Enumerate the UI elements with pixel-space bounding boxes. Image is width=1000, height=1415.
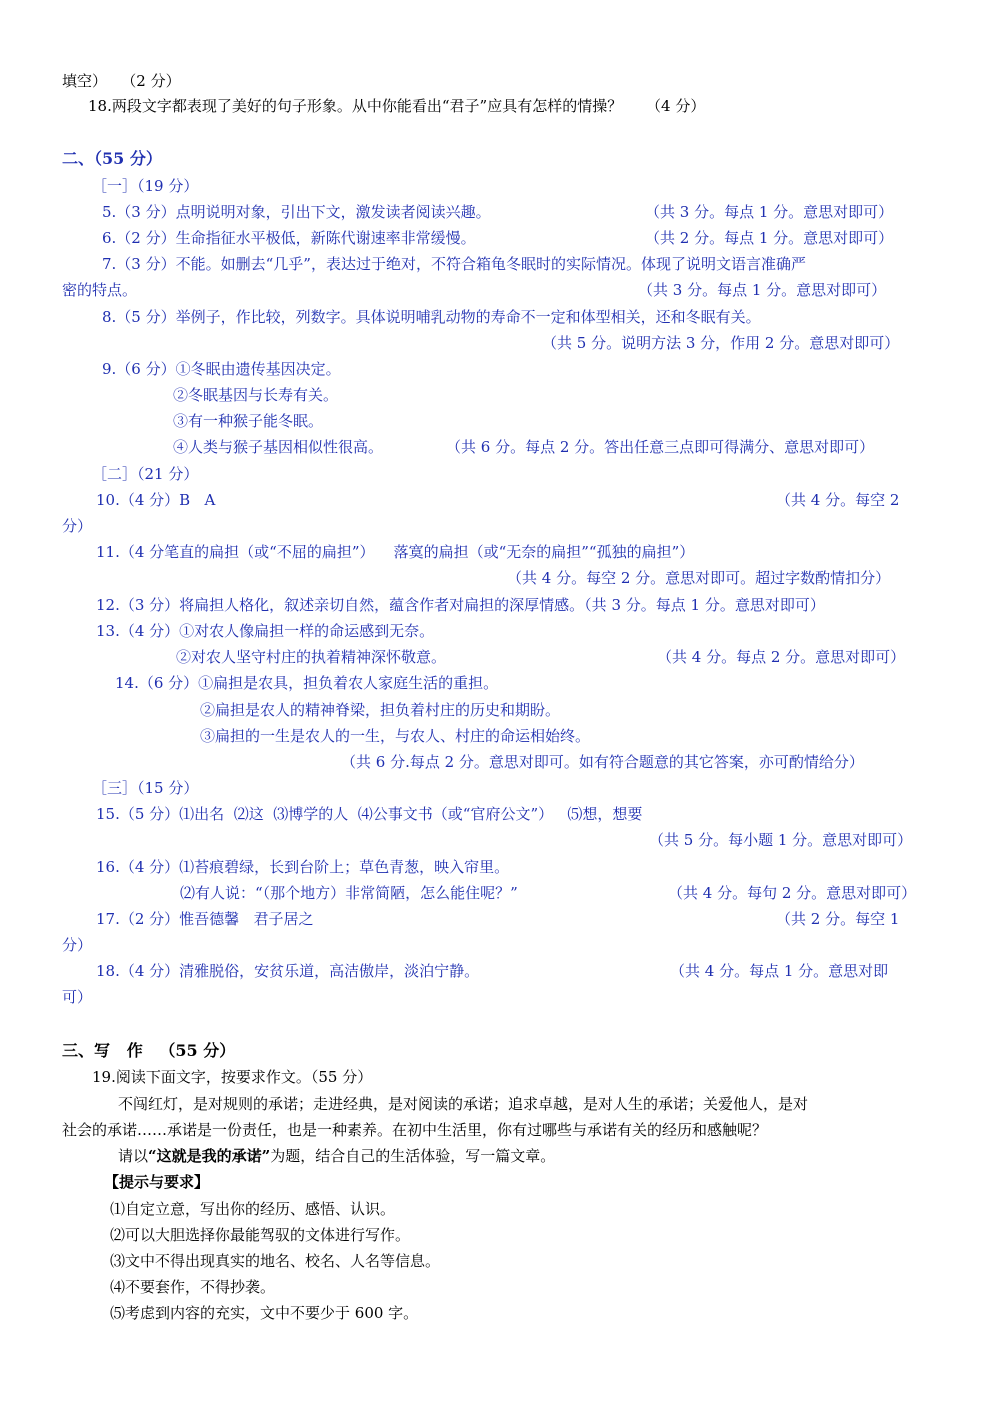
material-paragraph-cont: 社会的承诺……承诺是一份责任，也是一种素养。在初中生活里，你有过哪些与承诺有关的经历和感触呢？ (62, 1121, 768, 1139)
answer-13-note: （共 4 分。每点 2 分。意思对即可） (657, 648, 906, 666)
answer-11-note: （共 4 分。每空 2 分。意思对即可。超过字数酌情扣分） (507, 569, 891, 587)
answer-9-point-4: ④人类与猴子基因相似性很高。 (173, 438, 384, 456)
answer-14-point-3: ③扁担的一生是农人的一生，与农人、村庄的命运相始终。 (200, 727, 591, 745)
answer-7-cont: 密的特点。 (62, 281, 138, 299)
instruction-suffix: 为题，结合自己的生活体验，写一篇文章。 (270, 1147, 556, 1165)
answer-17-note: （共 2 分。每空 1 (776, 910, 900, 928)
answer-9-point-3: ③有一种猴子能冬眠。 (173, 412, 324, 430)
answer-13: 13.（4 分）①对农人像扁担一样的命运感到无奈。 (96, 622, 435, 640)
answer-15-note: （共 5 分。每小题 1 分。意思对即可） (649, 831, 913, 849)
question-19-prompt: 19.阅读下面文字，按要求作文。（55 分） (92, 1068, 373, 1086)
question-18-prompt: 18.两段文字都表现了美好的句子形象。从中你能看出“君子”应具有怎样的情操？ （4 分） (88, 97, 706, 115)
answer-18-note: （共 4 分。每点 1 分。意思对即 (670, 962, 889, 980)
tip-item: ⑸考虑到内容的充实，文中不要少于 600 字。 (110, 1304, 419, 1322)
answer-14: 14.（6 分）①扁担是农具，担负着农人家庭生活的重担。 (115, 674, 499, 692)
tip-item: ⑶文中不得出现真实的地名、校名、人名等信息。 (110, 1252, 441, 1270)
answer-14-note: （共 6 分.每点 2 分。意思对即可。如有符合题意的其它答案，亦可酌情给分） (341, 753, 864, 771)
answer-5: 5.（3 分）点明说明对象，引出下文，激发读者阅读兴趣。 (102, 203, 491, 221)
part-1-heading: ［一］（19 分） (92, 177, 199, 195)
answer-9-point-2: ②冬眠基因与长寿有关。 (173, 386, 339, 404)
section-3-heading: 三、写 作 （55 分） (62, 1041, 236, 1060)
tip-item: ⑵可以大胆选择你最能驾驭的文体进行写作。 (110, 1226, 411, 1244)
answer-5-note: （共 3 分。每点 1 分。意思对即可） (645, 203, 894, 221)
answer-8: 8.（5 分）举例子，作比较，列数字。具体说明哺乳动物的寿命不一定和体型相关，还和冬眠有关。 (102, 308, 761, 326)
part-2-heading: ［二］（21 分） (92, 465, 199, 483)
tips-heading: 【提示与要求】 (104, 1173, 210, 1191)
answer-8-note: （共 5 分。说明方法 3 分，作用 2 分。意思对即可） (542, 334, 900, 352)
answer-7: 7.（3 分）不能。如删去“几乎”，表达过于绝对，不符合箱龟冬眠时的实际情况。体现了说明文语言准确严 (102, 255, 806, 273)
answer-17-cont: 分） (62, 936, 93, 954)
answer-18-cont: 可） (62, 988, 93, 1006)
continued-fill-blank: 填空） （2 分） (62, 72, 181, 90)
tip-item: ⑷不要套作，不得抄袭。 (110, 1278, 276, 1296)
answer-7-note: （共 3 分。每点 1 分。意思对即可） (638, 281, 887, 299)
answer-15: 15.（5 分）⑴出名 ⑵这 ⑶博学的人 ⑷公事文书（或“官府公文”） ⑸想，想要 (96, 805, 643, 823)
essay-instruction (118, 1147, 555, 1165)
part-3-heading: ［三］（15 分） (92, 779, 199, 797)
answer-6: 6.（2 分）生命指征水平极低，新陈代谢速率非常缓慢。 (102, 229, 476, 247)
instruction-prefix: 请以 (118, 1147, 149, 1165)
answer-9-note: （共 6 分。每点 2 分。答出任意三点即可得满分、意思对即可） (446, 438, 875, 456)
answer-12: 12.（3 分）将扁担人格化，叙述亲切自然，蕴含作者对扁担的深厚情感。（共 3 分。每点 1 分。意思对即可） (96, 596, 825, 614)
material-paragraph: 不闯红灯，是对规则的承诺；走进经典，是对阅读的承诺；追求卓越，是对人生的承诺；关爱他人，是对 (118, 1095, 809, 1113)
answer-18: 18.（4 分）清雅脱俗，安贫乐道，高洁傲岸，淡泊宁静。 (96, 962, 480, 980)
essay-title: “这就是我的承诺” (148, 1147, 271, 1165)
answer-11: 11.（4 分笔直的扁担（或“不屈的扁担”） 落寞的扁担（或“无奈的扁担”“孤独的扁担”） (96, 543, 695, 561)
answer-17: 17.（2 分）惟吾德馨 君子居之 (96, 910, 314, 928)
answer-9: 9.（6 分）①冬眠由遗传基因决定。 (102, 360, 341, 378)
answer-10-note: （共 4 分。每空 2 (776, 491, 900, 509)
answer-13-point-2: ②对农人坚守村庄的执着精神深怀敬意。 (176, 648, 447, 666)
answer-10-cont: 分） (62, 517, 93, 535)
answer-16: 16.（4 分）⑴苔痕碧绿，长到台阶上；草色青葱，映入帘里。 (96, 858, 510, 876)
answer-6-note: （共 2 分。每点 1 分。意思对即可） (645, 229, 894, 247)
answer-16-sentence-2: ⑵有人说：“（那个地方）非常简陋，怎么能住呢？” (180, 884, 518, 902)
answer-10: 10.（4 分）B A (96, 491, 216, 509)
answer-14-point-2: ②扁担是农人的精神脊梁，担负着村庄的历史和期盼。 (200, 701, 561, 719)
answer-16-note: （共 4 分。每句 2 分。意思对即可） (668, 884, 917, 902)
section-2-heading: 二、（55 分） (62, 149, 162, 168)
tip-item: ⑴自定立意，写出你的经历、感悟、认识。 (110, 1200, 396, 1218)
